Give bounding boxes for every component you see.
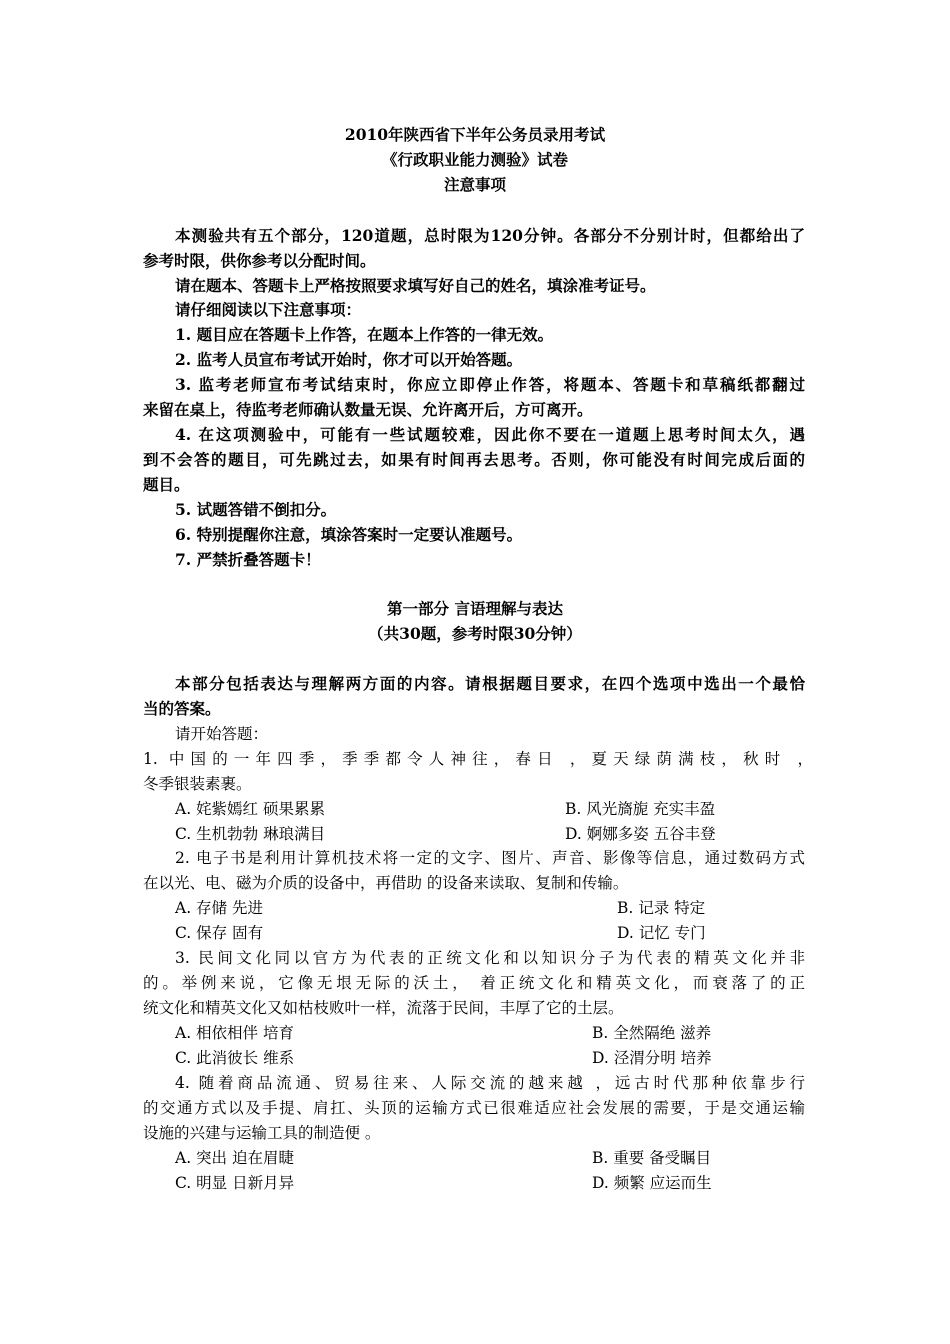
part1-title: 第一部分 言语理解与表达 <box>387 599 563 618</box>
q4-stem-line2: 的交通方式以及手提、肩扛、头顶的运输方式已很难适应社会发展的需要，于是交通运输 <box>143 1099 805 1117</box>
notice-item-4-line1: 4. 在这项测验中，可能有一些试题较难，因此你不要在一道题上思考时间太久，遇 <box>175 425 805 444</box>
q3-option-d: D. 泾渭分明 培养 <box>592 1049 712 1067</box>
q4-option-a: A. 突出 迫在眉睫 <box>175 1149 294 1167</box>
q1-stem-line1: 1. 中国的一年四季，季季都令人神往，春日 ，夏天绿荫满枝，秋时 ， <box>143 750 813 768</box>
q3-option-b: B. 全然隔绝 滋养 <box>592 1024 712 1042</box>
notice-p1-line2: 参考时限，供你参考以分配时间。 <box>143 251 376 270</box>
notice-item-1: 1. 题目应在答题卡上作答，在题本上作答的一律无效。 <box>175 325 554 344</box>
notice-item-4-line2: 到不会答的题目，可先跳过去，如果有时间再去思考。否则，你可能没有时间完成后面的 <box>143 450 805 469</box>
q3-stem-line2: 的。举例来说，它像无垠无际的沃土， 着正统文化和精英文化，而衰落了的正 <box>143 974 805 992</box>
q3-option-c: C. 此消彼长 维系 <box>175 1049 295 1067</box>
notice-item-5: 5. 试题答错不倒扣分。 <box>175 500 337 519</box>
notice-item-3-line2: 来留在桌上，待监考老师确认数量无误、允许离开后，方可离开。 <box>143 400 593 419</box>
start-prompt: 请开始答题： <box>175 725 269 743</box>
q2-option-d: D. 记忆 专门 <box>617 924 706 942</box>
exam-title: 2010年陕西省下半年公务员录用考试 <box>344 125 606 144</box>
part1-subtitle: （共30题，参考时限30分钟） <box>368 624 582 643</box>
q1-stem-line2: 冬季银装素裹。 <box>143 775 252 793</box>
notice-p1-line1: 本测验共有五个部分，120道题，总时限为120分钟。各部分不分别计时，但都给出了 <box>175 226 805 245</box>
notice-item-4-line3: 题目。 <box>143 475 190 494</box>
q2-stem-line2: 在以光、电、磁为介质的设备中，再借助 的设备来读取、复制和传输。 <box>143 874 629 892</box>
q2-option-b: B. 记录 特定 <box>617 899 706 917</box>
q3-option-a: A. 相依相伴 培育 <box>175 1024 294 1042</box>
exam-subtitle: 《行政职业能力测验》试卷 <box>381 150 568 169</box>
q1-option-b: B. 风光旖旎 充实丰盈 <box>565 800 716 818</box>
q4-stem-line3: 设施的兴建与运输工具的制造便 。 <box>143 1124 381 1142</box>
notice-item-7: 7. 严禁折叠答题卡！ <box>175 550 321 569</box>
notice-p2: 请在题本、答题卡上严格按照要求填写好自己的姓名，填涂准考证号。 <box>175 276 656 295</box>
notice-item-6: 6. 特别提醒你注意，填涂答案时一定要认准题号。 <box>175 525 523 544</box>
q1-option-c: C. 生机勃勃 琳琅满目 <box>175 825 326 843</box>
q3-stem-line1: 3. 民间文化同以官方为代表的正统文化和以知识分子为代表的精英文化并非 <box>175 949 805 967</box>
q4-option-d: D. 频繁 应运而生 <box>592 1174 712 1192</box>
notice-item-2: 2. 监考人员宣布考试开始时，你才可以开始答题。 <box>175 350 523 369</box>
q4-stem-line1: 4. 随着商品流通、贸易往来、人际交流的越来越 ，远古时代那种依靠步行 <box>175 1074 805 1092</box>
q1-option-d: D. 婀娜多姿 五谷丰登 <box>565 825 716 843</box>
part1-intro-line1: 本部分包括表达与理解两方面的内容。请根据题目要求，在四个选项中选出一个最恰 <box>175 674 805 693</box>
q1-option-a: A. 姹紫嫣红 硕果累累 <box>175 800 325 818</box>
part1-intro-line2: 当的答案。 <box>143 699 221 718</box>
notice-heading: 注意事项 <box>443 175 506 194</box>
notice-p3: 请仔细阅读以下注意事项： <box>175 300 362 319</box>
q2-option-a: A. 存储 先进 <box>175 899 263 917</box>
q2-stem-line1: 2. 电子书是利用计算机技术将一定的文字、图片、声音、影像等信息，通过数码方式 <box>175 849 805 867</box>
q4-option-b: B. 重要 备受瞩目 <box>592 1149 712 1167</box>
q2-option-c: C. 保存 固有 <box>175 924 264 942</box>
notice-item-3-line1: 3. 监考老师宣布考试结束时，你应立即停止作答，将题本、答题卡和草稿纸都翻过 <box>175 375 805 394</box>
q4-option-c: C. 明显 日新月异 <box>175 1174 295 1192</box>
q3-stem-line3: 统文化和精英文化又如枯枝败叶一样，流落于民间，丰厚了它的土层。 <box>143 999 624 1017</box>
